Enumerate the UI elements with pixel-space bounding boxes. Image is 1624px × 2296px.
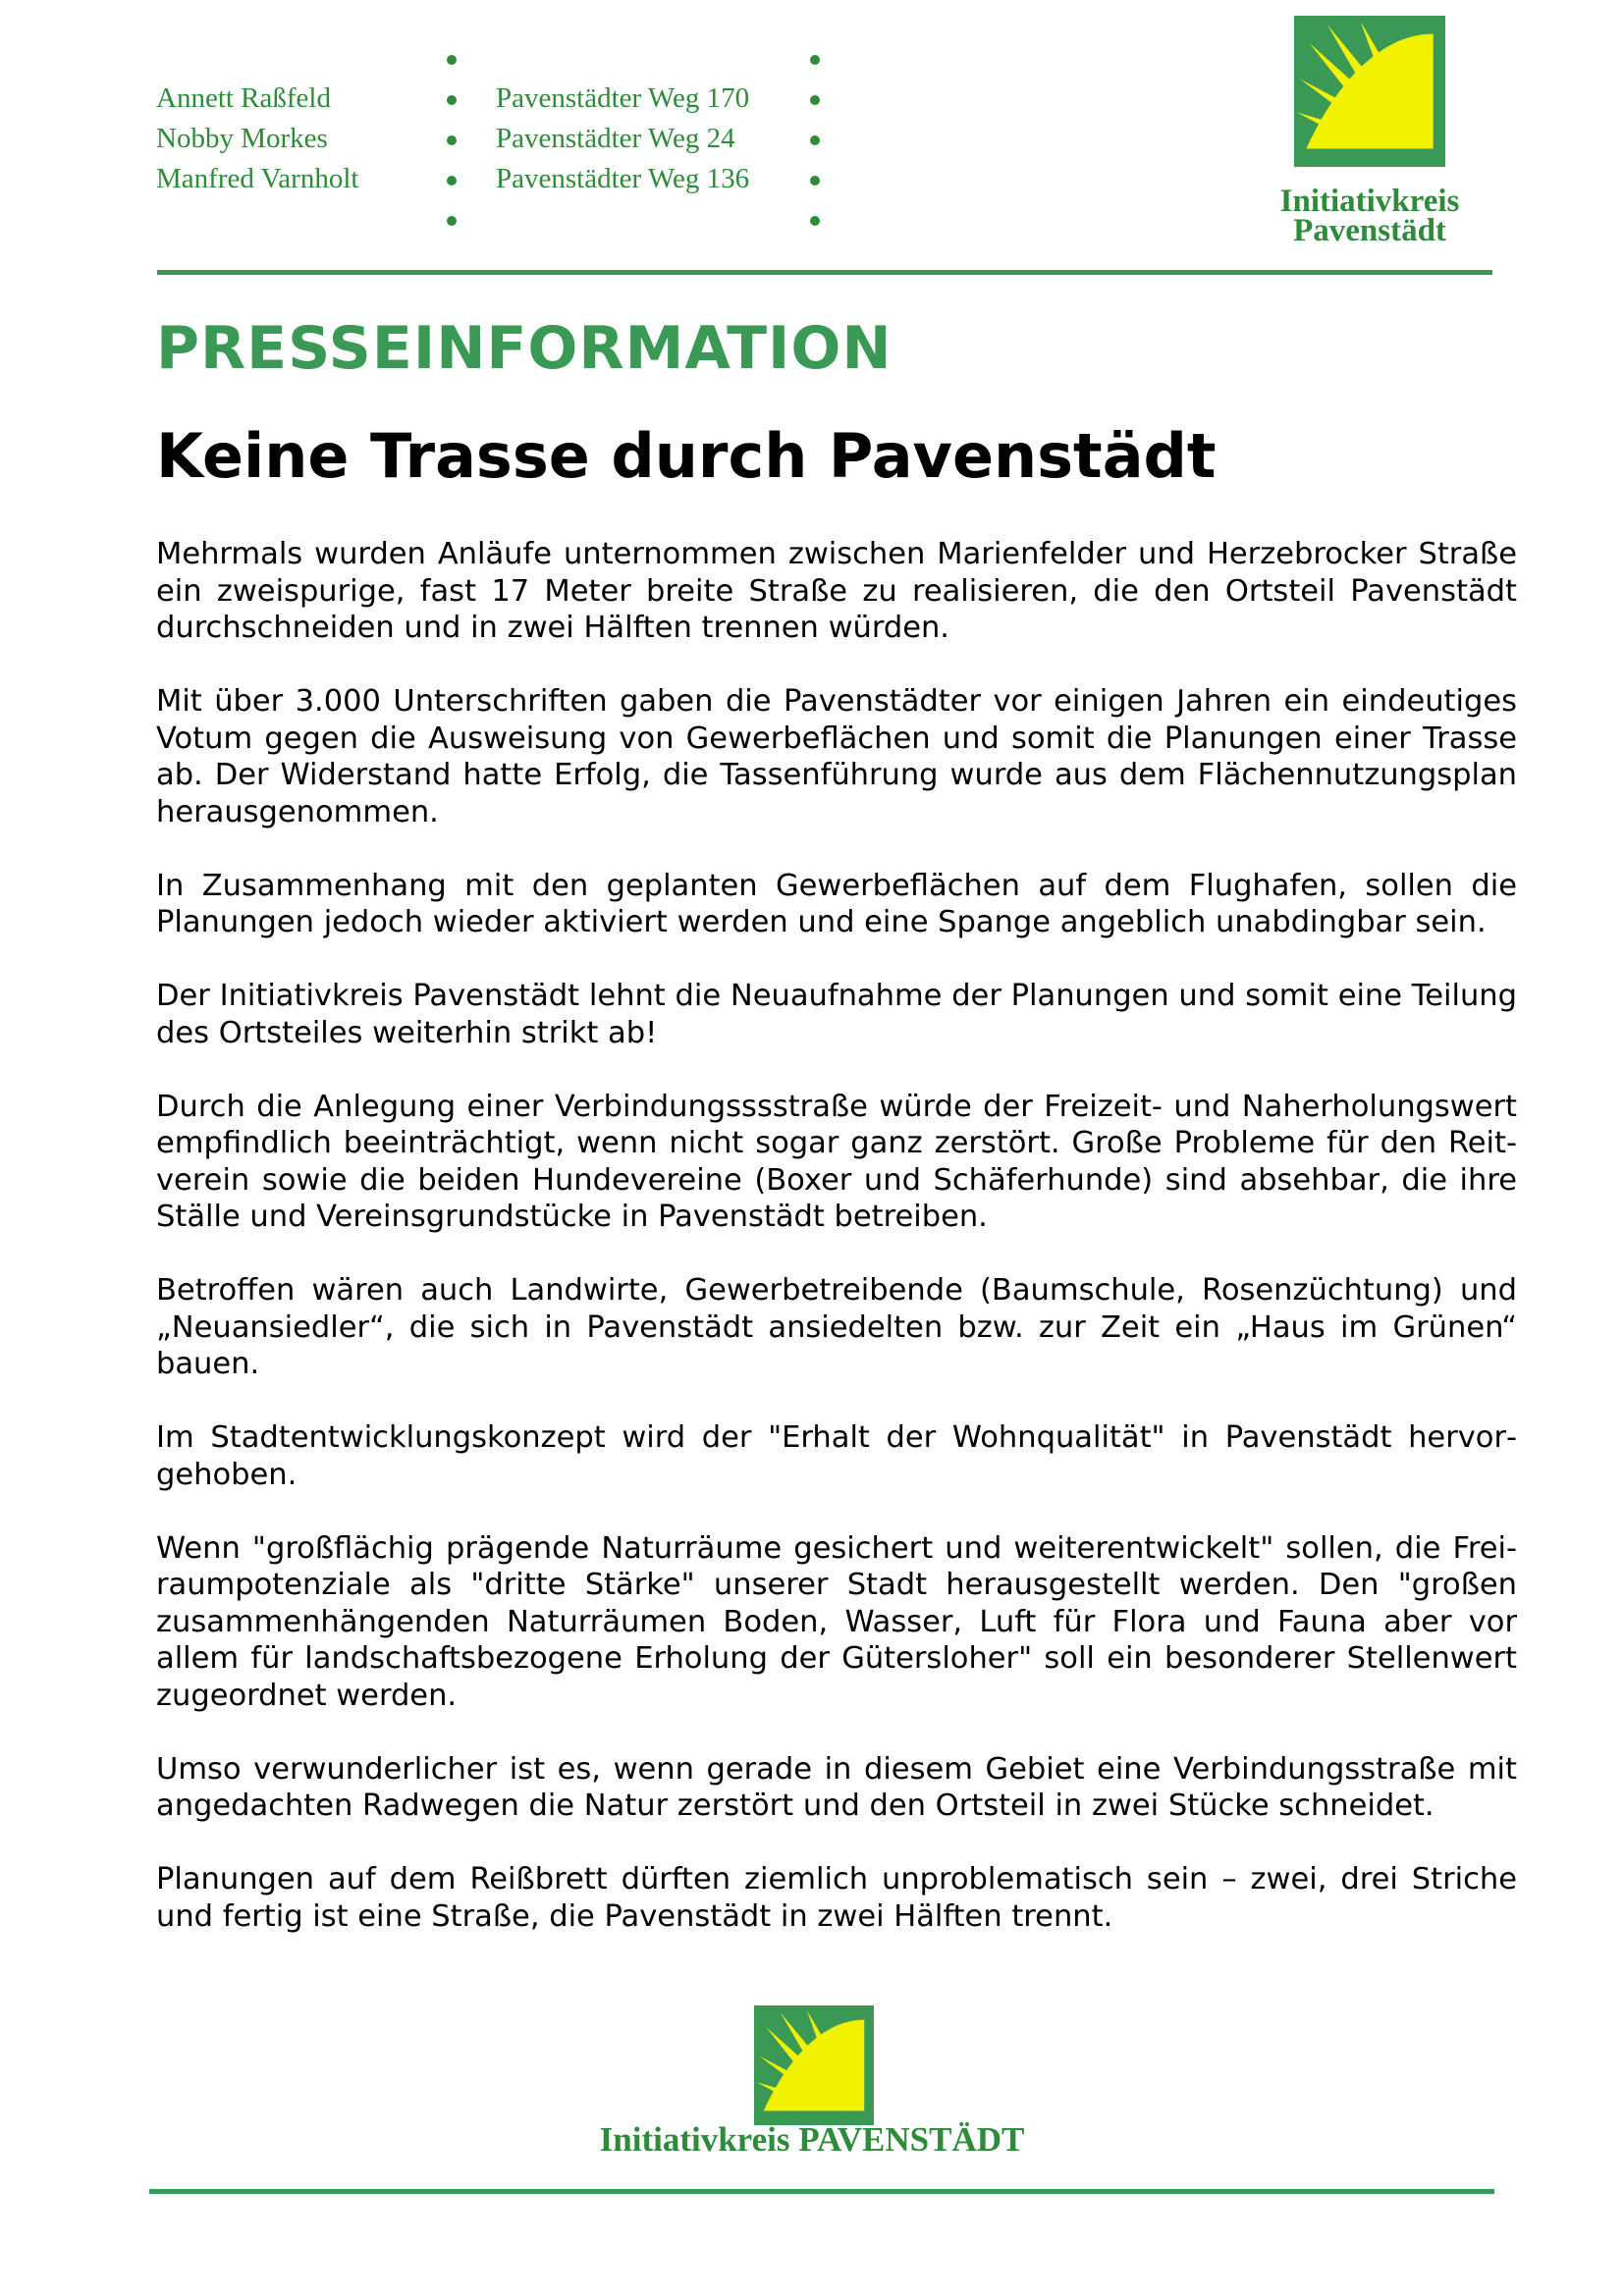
contact-names xyxy=(156,79,358,199)
contact-name: Nobby Morkes xyxy=(156,123,328,154)
contact-address: Pavenstädter Weg 24 xyxy=(496,123,735,154)
document-label: PRESSEINFORMATION xyxy=(156,314,893,383)
paragraph: Im Stadtentwicklungskonzept wird der "Erhalt der Wohnqualität" in Pavenstädt hervorgehoben. xyxy=(156,1420,1517,1492)
contact-name: Manfred Varnholt xyxy=(156,163,359,194)
bullet-dot xyxy=(447,176,457,186)
contact-address: Pavenstädter Weg 136 xyxy=(496,163,750,194)
contact-address: Pavenstädter Weg 170 xyxy=(496,82,750,114)
paragraph: In Zusammenhang mit den geplanten Gewerbeflächen auf dem Flughafen, sollen die Planungen jedoch wieder aktiviert werden und eine Spange angeblich unabdingbar sein. xyxy=(156,868,1517,939)
bullet-dot xyxy=(810,95,820,105)
bullet-dot xyxy=(810,216,820,226)
header-divider xyxy=(157,270,1492,275)
paragraph: Betroffen wären auch Landwirte, Gewerbetreibende (Baumschule, Rosenzüchtung) und „Neuansiedler“, die sich in Pavenstädt ansiedelten bzw. zur Zeit ein „Haus im Grünen“ bauen. xyxy=(156,1273,1517,1381)
bullet-dot xyxy=(810,176,820,186)
bullet-dot xyxy=(447,216,457,226)
sun-logo-icon xyxy=(754,2005,874,2125)
bullet-dot xyxy=(447,135,457,145)
paragraph: Mehrmals wurden Anläufe unternommen zwischen Marienfelder und Herzebrocker Straße ein zweispurige, fast 17 Meter breite Straße zu realisieren, die den Ortsteil Pavenstädt durchschneiden und in zwei Hälften trennen würden. xyxy=(156,537,1517,645)
paragraph: Planungen auf dem Reißbrett dürften ziemlich unproblematisch sein – zwei, drei Striche und fertig ist eine Straße, die Pavenstädt in zwei Hälften trennt. xyxy=(156,1862,1517,1934)
sun-logo-icon xyxy=(1294,16,1445,167)
organization-name: Initiativkreis Pavenstädt xyxy=(1279,184,1460,248)
paragraph: Umso verwunderlicher ist es, wenn gerade in diesem Gebiet eine Verbindungsstraße mit angedachten Radwegen die Natur zerstört und den Ortsteil in zwei Stücke schneidet. xyxy=(156,1751,1517,1823)
paragraph: Der Initiativkreis Pavenstädt lehnt die Neuaufnahme der Planungen und somit eine Teilung des Ortsteiles weiterhin strikt ab! xyxy=(156,979,1517,1050)
article-body xyxy=(156,536,1517,1972)
bullet-dot xyxy=(447,55,457,65)
bullet-dot xyxy=(447,95,457,105)
footer-divider xyxy=(149,2189,1494,2194)
paragraph: Durch die Anlegung einer Verbindungsssstraße würde der Freizeit- und Naherholungswert empfindlich beeinträchtigt, wenn nicht sogar ganz zerstört. Große Probleme für den Reitverein sowie die beiden Hundevereine (Boxer und Schäferhunde) sind absehbar, die ihre Ställe und Vereinsgrundstücke in Pavenstädt betreiben. xyxy=(156,1089,1517,1234)
paragraph: Wenn "großflächig prägende Naturräume gesichert und weiterentwickelt" sollen, die Freiraumpotenziale als "dritte Stärke" unserer Stadt herausgestellt werden. Den "großen zusammenhängenden Naturräumen Boden, Wasser, Luft für Flora und Fauna aber vor allem für landschaftsbezogene Erholung der Gütersloher" soll ein besonderer Stellenwert zugeordnet werden. xyxy=(156,1530,1517,1713)
bullet-dot xyxy=(810,55,820,65)
paragraph: Mit über 3.000 Unterschriften gaben die Pavenstädter vor einigen Jahren ein eindeutiges Votum gegen die Ausweisung von Gewerbeflächen und somit die Planungen einer Trasse ab. Der Widerstand hatte Erfolg, die Tassenführung wurde aus dem Flächennutzungsplan herausgenommen. xyxy=(156,684,1517,829)
contact-addresses xyxy=(496,79,749,199)
footer-organization-name: Initiativkreis PAVENSTÄDT xyxy=(599,2120,1025,2159)
contact-name: Annett Raßfeld xyxy=(156,82,331,114)
page-title: Keine Trasse durch Pavenstädt xyxy=(156,420,1217,492)
bullet-dot xyxy=(810,135,820,145)
